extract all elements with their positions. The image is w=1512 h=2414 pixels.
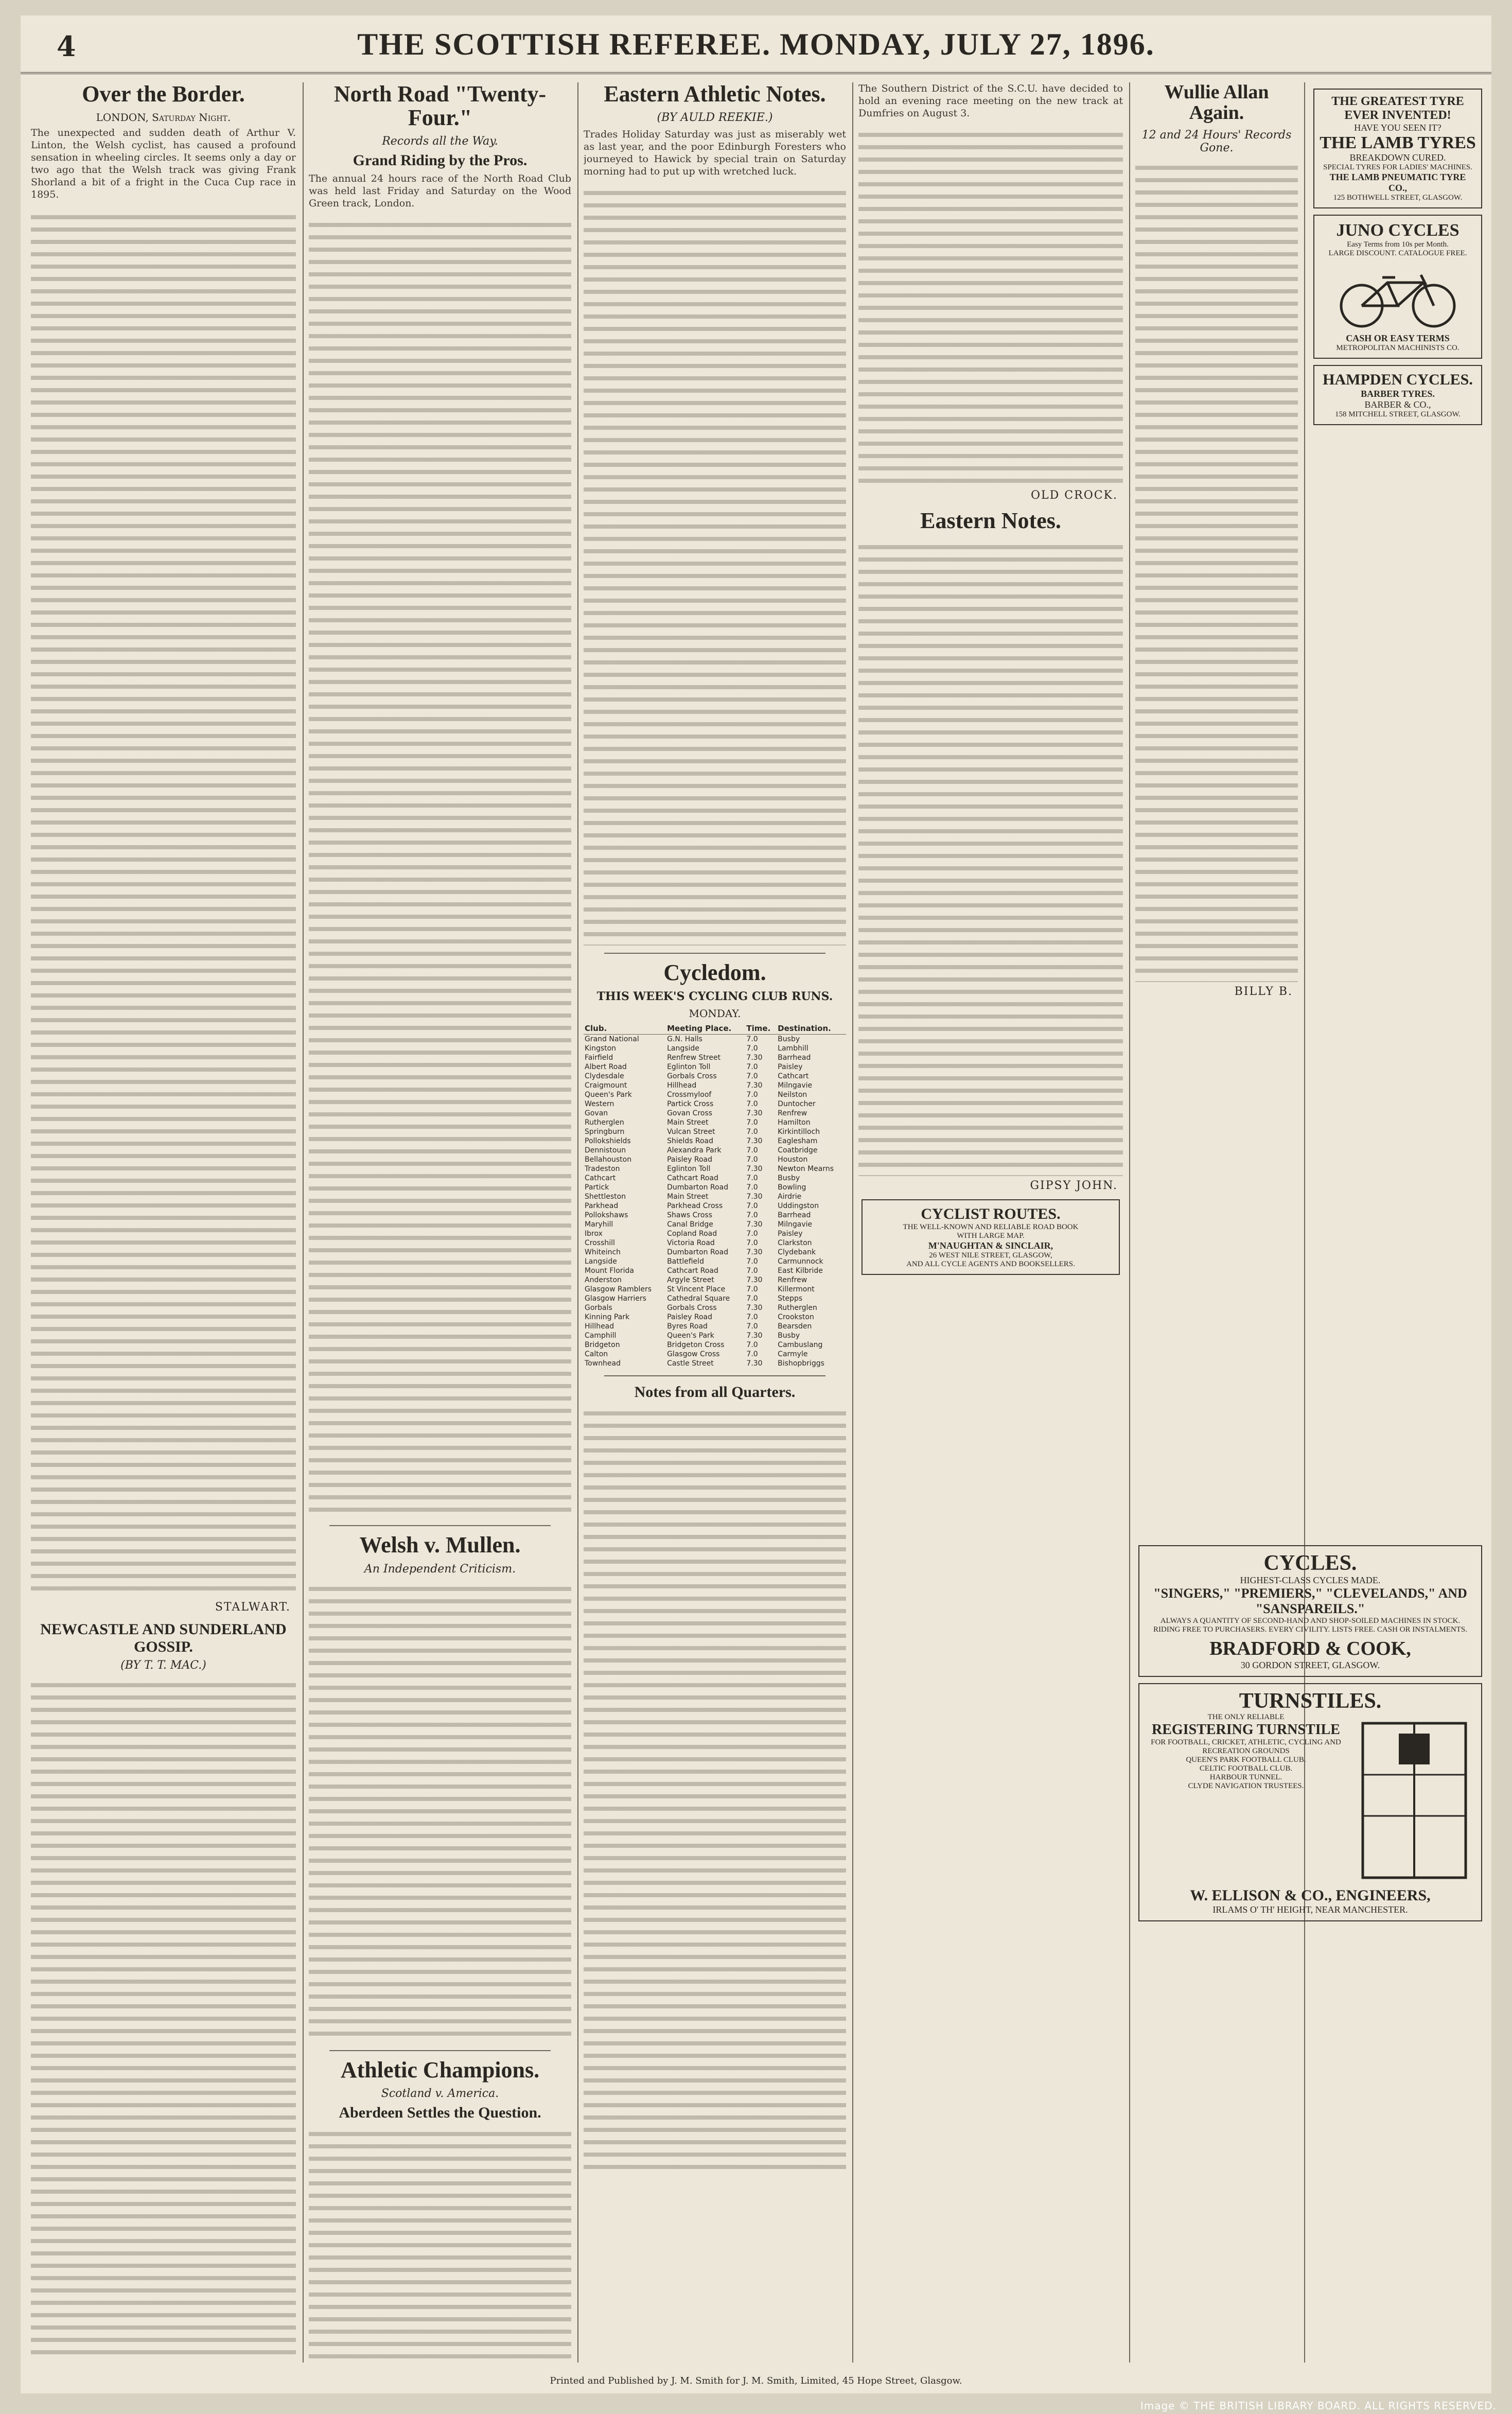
ad-lamb-tyres <box>1313 89 1482 208</box>
byline: (BY T. T. MAC.) <box>120 1659 206 1672</box>
table-cell: 7.0 <box>746 1267 758 1275</box>
headline-north-road: North Road "Twenty-Four." <box>333 82 547 131</box>
ad-line: SPECIAL TYRES FOR LADIES' MACHINES. <box>1323 163 1472 172</box>
table-row <box>584 1090 846 1099</box>
column-5-article <box>1135 82 1298 1529</box>
table-cell: Copland Road <box>667 1230 717 1238</box>
section-heading-notes: Notes from all Quarters. <box>634 1384 796 1401</box>
table-cell: 7.0 <box>746 1341 758 1350</box>
table-cell: Argyle Street <box>667 1276 714 1285</box>
ad-line: RIDING FREE TO PURCHASERS. EVERY CIVILITY. LISTS FREE. CASH OR INSTALMENTS. <box>1153 1625 1467 1634</box>
byline: (BY AULD REEKIE.) <box>657 111 773 125</box>
table-cell: Craigmount <box>585 1081 627 1090</box>
table-cell: Busby <box>778 1035 800 1044</box>
column-2 <box>309 82 571 2363</box>
page-number: 4 <box>57 30 76 63</box>
table-cell: Clarkston <box>778 1239 812 1248</box>
table-row <box>584 1099 846 1109</box>
table-cell: Cathcart Road <box>667 1267 718 1275</box>
table-cell: Rutherglen <box>778 1304 817 1313</box>
table-row <box>584 1211 846 1220</box>
table-cell: 7.30 <box>746 1109 763 1118</box>
table-row <box>584 1220 846 1229</box>
club-runs-body <box>584 1035 846 1369</box>
table-cell: Renfrew Street <box>667 1054 721 1062</box>
table-row <box>584 1053 846 1062</box>
table-cell: 7.0 <box>746 1063 758 1072</box>
table-cell: Hillhead <box>667 1081 697 1090</box>
table-cell: Govan <box>585 1109 608 1118</box>
table-cell: 7.0 <box>746 1183 758 1192</box>
table-row <box>584 1350 846 1359</box>
ad-line: HARBOUR TUNNEL. <box>1209 1773 1282 1782</box>
divider <box>329 1525 551 1526</box>
table-cell: Gorbals Cross <box>667 1304 717 1313</box>
article-intro: Trades Holiday Saturday was just as miserably wet as last year, and the poor Edinburgh Foresters who journeyed to Hawick by special train on Saturday morning had to put up with wretched luck. <box>584 129 846 178</box>
table-cell: Victoria Road <box>667 1239 715 1248</box>
table-cell: Paisley Road <box>667 1313 713 1322</box>
table-cell: Lambhill <box>778 1044 808 1053</box>
table-cell: Pollokshields <box>585 1137 631 1146</box>
table-cell: 7.0 <box>746 1295 758 1303</box>
table-cell: Renfrew <box>778 1109 807 1118</box>
table-cell: Milngavie <box>778 1220 813 1229</box>
table-cell: Eaglesham <box>778 1137 818 1146</box>
headline-eastern-notes: Eastern Notes. <box>920 508 1061 533</box>
ad-line: WITH LARGE MAP. <box>957 1232 1025 1240</box>
table-row <box>584 1044 846 1053</box>
column-1 <box>31 82 296 2363</box>
table-cell: East Kilbride <box>778 1267 823 1275</box>
table-cell: Cathedral Square <box>667 1295 730 1303</box>
ad-product-name: REGISTERING TURNSTILE <box>1152 1722 1340 1738</box>
dealer-address: 30 GORDON STREET, GLASGOW. <box>1240 1659 1380 1670</box>
ad-line: M'NAUGHTAN & SINCLAIR, <box>928 1240 1053 1251</box>
table-cell: Neilston <box>778 1091 807 1099</box>
ad-line: FOR FOOTBALL, CRICKET, ATHLETIC, CYCLING AND RECREATION GROUNDS <box>1151 1738 1341 1756</box>
image-credit: Image © THE BRITISH LIBRARY BOARD. ALL RIGHTS RESERVED. <box>1140 2400 1497 2412</box>
column-6-ads <box>1310 82 1485 1529</box>
dealer-name: BRADFORD & COOK, <box>1209 1638 1411 1660</box>
table-cell: 7.0 <box>746 1211 758 1220</box>
table-cell: Uddingston <box>778 1202 819 1211</box>
bottom-right-ads <box>1135 1539 1485 2363</box>
table-row <box>584 1164 846 1174</box>
table-cell: Eglinton Toll <box>667 1063 711 1072</box>
table-row <box>584 1201 846 1211</box>
table-cell: Queen's Park <box>667 1332 714 1340</box>
headline-newcastle-gossip: NEWCASTLE AND SUNDERLAND GOSSIP. <box>40 1621 287 1656</box>
table-cell: Castle Street <box>667 1359 714 1368</box>
article-body-text <box>1135 159 1298 982</box>
table-cell: Parkhead <box>585 1202 619 1211</box>
ad-product-name: THE LAMB TYRES <box>1320 133 1476 152</box>
table-cell: Whiteinch <box>585 1248 621 1257</box>
table-cell: 7.0 <box>746 1146 758 1155</box>
headline-cycledom: Cycledom. <box>663 960 766 986</box>
ad-line: THE LAMB PNEUMATIC TYRE CO., <box>1329 172 1466 194</box>
table-cell: 7.0 <box>746 1100 758 1109</box>
table-cell: Duntocher <box>778 1100 816 1109</box>
table-cell: 7.30 <box>746 1054 763 1062</box>
table-row <box>584 1340 846 1350</box>
column-rule <box>1129 82 1130 2363</box>
table-cell: 7.30 <box>746 1137 763 1146</box>
table-cell: Calton <box>585 1350 608 1359</box>
table-cell: 7.30 <box>746 1304 763 1313</box>
table-cell: 7.30 <box>746 1193 763 1201</box>
ad-line: HIGHEST-CLASS CYCLES MADE. <box>1240 1575 1381 1586</box>
club-runs-table <box>584 1023 846 1368</box>
subheadline: Scotland v. America. <box>381 2087 499 2100</box>
table-cell: Tradeston <box>585 1165 620 1174</box>
table-cell: Renfrew <box>778 1276 807 1285</box>
table-cell: Fairfield <box>585 1054 613 1062</box>
table-cell: Partick Cross <box>667 1100 714 1109</box>
table-row <box>584 1174 846 1183</box>
ad-line: CASH OR EASY TERMS <box>1346 333 1450 343</box>
table-cell: Langside <box>585 1257 617 1266</box>
article-intro: The unexpected and sudden death of Arthur V. Linton, the Welsh cyclist, has caused a profound sensation in wheeling circles. It seems only a day or two ago that the Welsh track was giving Frank Shorland a bit of a fright in the Cuca Cup race in 1895. <box>31 127 296 201</box>
table-cell: Busby <box>778 1174 800 1183</box>
subheadline: An Independent Criticism. <box>364 1562 516 1576</box>
table-row <box>584 1136 846 1146</box>
table-cell: Glasgow Cross <box>667 1350 720 1359</box>
table-cell: 7.0 <box>746 1091 758 1099</box>
table-cell: Mount Florida <box>585 1267 634 1275</box>
table-row <box>584 1266 846 1275</box>
ad-juno-cycles <box>1313 215 1482 358</box>
printer-imprint: Printed and Published by J. M. Smith for J. M. Smith, Limited, 45 Hope Street, Glasgow. <box>550 2375 962 2386</box>
table-cell: 7.0 <box>746 1285 758 1294</box>
table-cell: Byres Road <box>667 1322 708 1331</box>
headline-athletic-champions: Athletic Champions. <box>340 2057 540 2083</box>
table-cell: Paisley <box>778 1230 803 1238</box>
table-cell: 7.0 <box>746 1174 758 1183</box>
table-cell: Queen's Park <box>585 1091 632 1099</box>
table-row <box>584 1313 846 1322</box>
table-row <box>584 1118 846 1127</box>
ad-line: THE ONLY RELIABLE <box>1207 1713 1285 1722</box>
table-cell: Crosshill <box>585 1239 615 1248</box>
table-cell: Paisley Road <box>667 1156 713 1164</box>
table-cell: 7.30 <box>746 1248 763 1257</box>
table-cell: Airdrie <box>778 1193 802 1201</box>
table-cell: Alexandra Park <box>667 1146 722 1155</box>
table-row <box>584 1072 846 1081</box>
table-row <box>584 1183 846 1192</box>
header-time: Time. <box>745 1023 777 1035</box>
table-cell: Killermont <box>778 1285 815 1294</box>
table-row <box>584 1229 846 1238</box>
ad-line: 26 WEST NILE STREET, GLASGOW, <box>929 1251 1052 1260</box>
table-cell: Parkhead Cross <box>667 1202 723 1211</box>
masthead <box>21 15 1491 74</box>
column-rule <box>303 82 304 2363</box>
table-row <box>584 1359 846 1368</box>
table-row <box>584 1331 846 1340</box>
table-cell: Kirkintilloch <box>778 1128 820 1136</box>
table-cell: Hamilton <box>778 1118 811 1127</box>
table-cell: Glasgow Harriers <box>585 1295 646 1303</box>
table-row <box>584 1294 846 1303</box>
table-cell: Kinning Park <box>585 1313 630 1322</box>
table-cell: Clydesdale <box>585 1072 624 1081</box>
table-cell: Main Street <box>667 1193 709 1201</box>
table-title: THIS WEEK'S CYCLING CLUB RUNS. <box>596 990 833 1004</box>
table-cell: Dumbarton Road <box>667 1183 729 1192</box>
table-cell: G.N. Halls <box>667 1035 702 1044</box>
ad-line: CLYDE NAVIGATION TRUSTEES. <box>1188 1782 1304 1791</box>
table-row <box>584 1127 846 1136</box>
headline-welsh-v-mullen: Welsh v. Mullen. <box>359 1532 521 1558</box>
table-cell: Gorbals Cross <box>667 1072 717 1081</box>
ad-tag: BREAKDOWN CURED. <box>1349 152 1446 163</box>
article-intro: The annual 24 hours race of the North Road Club was held last Friday and Saturday on the Wood Green track, London. <box>309 173 571 209</box>
table-cell: Stepps <box>778 1295 803 1303</box>
table-cell: Newton Mearns <box>778 1165 834 1174</box>
ad-line: "SINGERS," "PREMIERS," "CLEVELANDS," AND "SANSPAREILS." <box>1153 1586 1467 1617</box>
table-day: MONDAY. <box>689 1007 741 1020</box>
signature: OLD CROCK. <box>1031 489 1118 502</box>
table-cell: Carmyle <box>778 1350 808 1359</box>
ad-cyclist-routes <box>862 1199 1120 1275</box>
article-body-text <box>584 1404 846 2176</box>
table-cell: 7.0 <box>746 1322 758 1331</box>
section-heading: Grand Riding by the Pros. <box>353 152 528 169</box>
ad-sub: HAVE YOU SEEN IT? <box>1354 123 1441 133</box>
article-body-text <box>309 216 571 1518</box>
table-cell: Shields Road <box>667 1137 713 1146</box>
ad-product-name: JUNO CYCLES <box>1336 221 1460 240</box>
header-club: Club. <box>584 1023 666 1035</box>
table-row <box>584 1275 846 1285</box>
ad-turnstiles <box>1138 1683 1482 1921</box>
subheadline: 12 and 24 Hours' Records Gone. <box>1141 128 1292 154</box>
bicycle-illustration <box>1331 262 1465 329</box>
table-row <box>584 1146 846 1155</box>
table-cell: 7.0 <box>746 1313 758 1322</box>
table-cell: Cathcart <box>585 1174 616 1183</box>
column-rule <box>852 82 853 2363</box>
ad-line: LARGE DISCOUNT. CATALOGUE FREE. <box>1328 249 1467 257</box>
table-cell: Coatbridge <box>778 1146 818 1155</box>
article-body-text <box>858 126 1123 486</box>
divider <box>329 2050 551 2051</box>
ad-title: CYCLIST ROUTES. <box>921 1205 1061 1223</box>
table-cell: Ibrox <box>585 1230 603 1238</box>
table-cell: Anderston <box>585 1276 622 1285</box>
table-cell: 7.0 <box>746 1035 758 1044</box>
table-cell: Kingston <box>585 1044 617 1053</box>
table-cell: St Vincent Place <box>667 1285 726 1294</box>
ad-title: CYCLES. <box>1263 1551 1357 1575</box>
headline-over-the-border: Over the Border. <box>82 82 245 107</box>
table-cell: 7.30 <box>746 1359 763 1368</box>
table-cell: 7.0 <box>746 1230 758 1238</box>
table-cell: Crookston <box>778 1313 814 1322</box>
table-header-row <box>584 1023 846 1035</box>
ad-line: METROPOLITAN MACHINISTS CO. <box>1336 343 1460 352</box>
table-row <box>584 1109 846 1118</box>
ad-line: 125 BOTHWELL STREET, GLASGOW. <box>1333 194 1463 202</box>
table-cell: Langside <box>667 1044 699 1053</box>
ad-line: Easy Terms from 10s per Month. <box>1347 240 1449 249</box>
ad-line: BARBER TYRES. <box>1361 388 1435 399</box>
table-row <box>584 1322 846 1331</box>
table-row <box>584 1285 846 1294</box>
section-heading: Aberdeen Settles the Question. <box>339 2104 541 2121</box>
table-cell: 7.0 <box>746 1072 758 1081</box>
ad-cycles <box>1138 1545 1482 1677</box>
ad-line: QUEEN'S PARK FOOTBALL CLUB. <box>1186 1756 1306 1764</box>
ad-line: ALWAYS A QUANTITY OF SECOND-HAND AND SHOP-SOILED MACHINES IN STOCK. <box>1160 1617 1461 1625</box>
signature: GIPSY JOHN. <box>1030 1179 1118 1193</box>
table-cell: Vulcan Street <box>667 1128 715 1136</box>
table-cell: Bearsden <box>778 1322 812 1331</box>
table-cell: Clydebank <box>778 1248 816 1257</box>
table-cell: 7.0 <box>746 1156 758 1164</box>
table-cell: Camphill <box>585 1332 617 1340</box>
table-cell: Springburn <box>585 1128 625 1136</box>
ad-line: AND ALL CYCLE AGENTS AND BOOKSELLERS. <box>906 1260 1075 1269</box>
table-cell: 7.0 <box>746 1202 758 1211</box>
table-cell: Dumbarton Road <box>667 1248 729 1257</box>
ad-line: THE WELL-KNOWN AND RELIABLE ROAD BOOK <box>903 1223 1079 1232</box>
header-destination: Destination. <box>777 1023 846 1035</box>
column-3 <box>584 82 846 2363</box>
table-cell: Bellahouston <box>585 1156 632 1164</box>
article-body-text <box>309 2125 571 2363</box>
headline-eastern-athletic-notes: Eastern Athletic Notes. <box>604 82 826 107</box>
table-cell: Townhead <box>585 1359 621 1368</box>
table-cell: Cathcart Road <box>667 1174 718 1183</box>
table-cell: 7.0 <box>746 1128 758 1136</box>
table-cell: Albert Road <box>585 1063 627 1072</box>
table-cell: Gorbals <box>585 1304 612 1313</box>
table-cell: Bowling <box>778 1183 806 1192</box>
table-cell: Shettleston <box>585 1193 626 1201</box>
ad-headline: THE GREATEST TYRE EVER INVENTED! <box>1331 95 1464 122</box>
table-cell: Busby <box>778 1332 800 1340</box>
table-cell: Eglinton Toll <box>667 1165 711 1174</box>
table-cell: Bridgeton <box>585 1341 620 1350</box>
table-cell: Grand National <box>585 1035 639 1044</box>
table-cell: Govan Cross <box>667 1109 713 1118</box>
table-row <box>584 1062 846 1072</box>
divider <box>604 953 825 954</box>
table-cell: Pollokshaws <box>585 1211 628 1220</box>
table-cell: Rutherglen <box>585 1118 624 1127</box>
dateline: LONDON, Saturday Night. <box>96 111 231 124</box>
table-cell: Dennistoun <box>585 1146 626 1155</box>
table-cell: Bridgeton Cross <box>667 1341 725 1350</box>
headline-wullie-allan: Wullie Allan Again. <box>1164 82 1269 124</box>
ad-line: BARBER & CO., <box>1364 399 1431 410</box>
table-cell: Cambuslang <box>778 1341 823 1350</box>
table-cell: Bishopbriggs <box>778 1359 824 1368</box>
table-cell: Canal Bridge <box>667 1220 713 1229</box>
table-cell: 7.30 <box>746 1165 763 1174</box>
table-row <box>584 1303 846 1313</box>
article-intro: The Southern District of the S.C.U. have decided to hold an evening race meeting on the new track at Dumfries on August 3. <box>858 83 1123 119</box>
signature: BILLY B. <box>1234 985 1293 998</box>
maker-name: W. ELLISON & CO., ENGINEERS, <box>1190 1887 1431 1904</box>
column-4 <box>858 82 1123 1529</box>
ad-line: CELTIC FOOTBALL CLUB. <box>1199 1764 1293 1773</box>
table-cell: Shaws Cross <box>667 1211 712 1220</box>
table-cell: Barrhead <box>778 1054 811 1062</box>
table-row <box>584 1155 846 1164</box>
subheadline: Records all the Way. <box>382 135 498 148</box>
table-row <box>584 1192 846 1201</box>
table-cell: 7.0 <box>746 1239 758 1248</box>
article-body-text <box>309 1580 571 2043</box>
table-cell: Partick <box>585 1183 609 1192</box>
table-cell: Milngavie <box>778 1081 813 1090</box>
table-cell: Barrhead <box>778 1211 811 1220</box>
table-row <box>584 1035 846 1044</box>
ad-title: TURNSTILES. <box>1239 1689 1382 1713</box>
table-cell: Cathcart <box>778 1072 809 1081</box>
column-rule <box>577 82 578 2363</box>
divider <box>604 1375 825 1376</box>
table-cell: Maryhill <box>585 1220 613 1229</box>
turnstile-illustration <box>1352 1713 1476 1883</box>
header-meeting-place: Meeting Place. <box>666 1023 745 1035</box>
table-cell: 7.30 <box>746 1081 763 1090</box>
table-cell: Main Street <box>667 1118 709 1127</box>
table-row <box>584 1081 846 1090</box>
table-cell: 7.30 <box>746 1332 763 1340</box>
ad-hampden-cycles <box>1313 365 1482 425</box>
table-cell: Crossmyloof <box>667 1091 712 1099</box>
table-cell: Battlefield <box>667 1257 704 1266</box>
article-body-text <box>584 184 846 946</box>
article-body-text <box>31 208 296 1598</box>
article-body-text <box>858 538 1123 1176</box>
table-cell: 7.30 <box>746 1276 763 1285</box>
signature: STALWART. <box>215 1601 291 1614</box>
table-cell: 7.0 <box>746 1044 758 1053</box>
table-cell: Houston <box>778 1156 808 1164</box>
table-row <box>584 1238 846 1248</box>
table-cell: Glasgow Ramblers <box>585 1285 652 1294</box>
newspaper-page <box>21 15 1491 2393</box>
table-cell: Western <box>585 1100 614 1109</box>
maker-address: IRLAMS O' TH' HEIGHT, NEAR MANCHESTER. <box>1212 1904 1408 1915</box>
table-row <box>584 1257 846 1266</box>
table-cell: 7.30 <box>746 1220 763 1229</box>
table-cell: 7.0 <box>746 1257 758 1266</box>
table-cell: 7.0 <box>746 1350 758 1359</box>
table-cell: Carmunnock <box>778 1257 823 1266</box>
table-row <box>584 1248 846 1257</box>
article-body-text <box>31 1676 296 2363</box>
table-cell: 7.0 <box>746 1118 758 1127</box>
ad-line: 158 MITCHELL STREET, GLASGOW. <box>1334 410 1461 418</box>
table-cell: Paisley <box>778 1063 803 1072</box>
table-cell: Hillhead <box>585 1322 614 1331</box>
ad-product-name: HAMPDEN CYCLES. <box>1323 371 1473 388</box>
newspaper-title: THE SCOTTISH REFEREE. MONDAY, JULY 27, 1896. <box>357 27 1155 61</box>
